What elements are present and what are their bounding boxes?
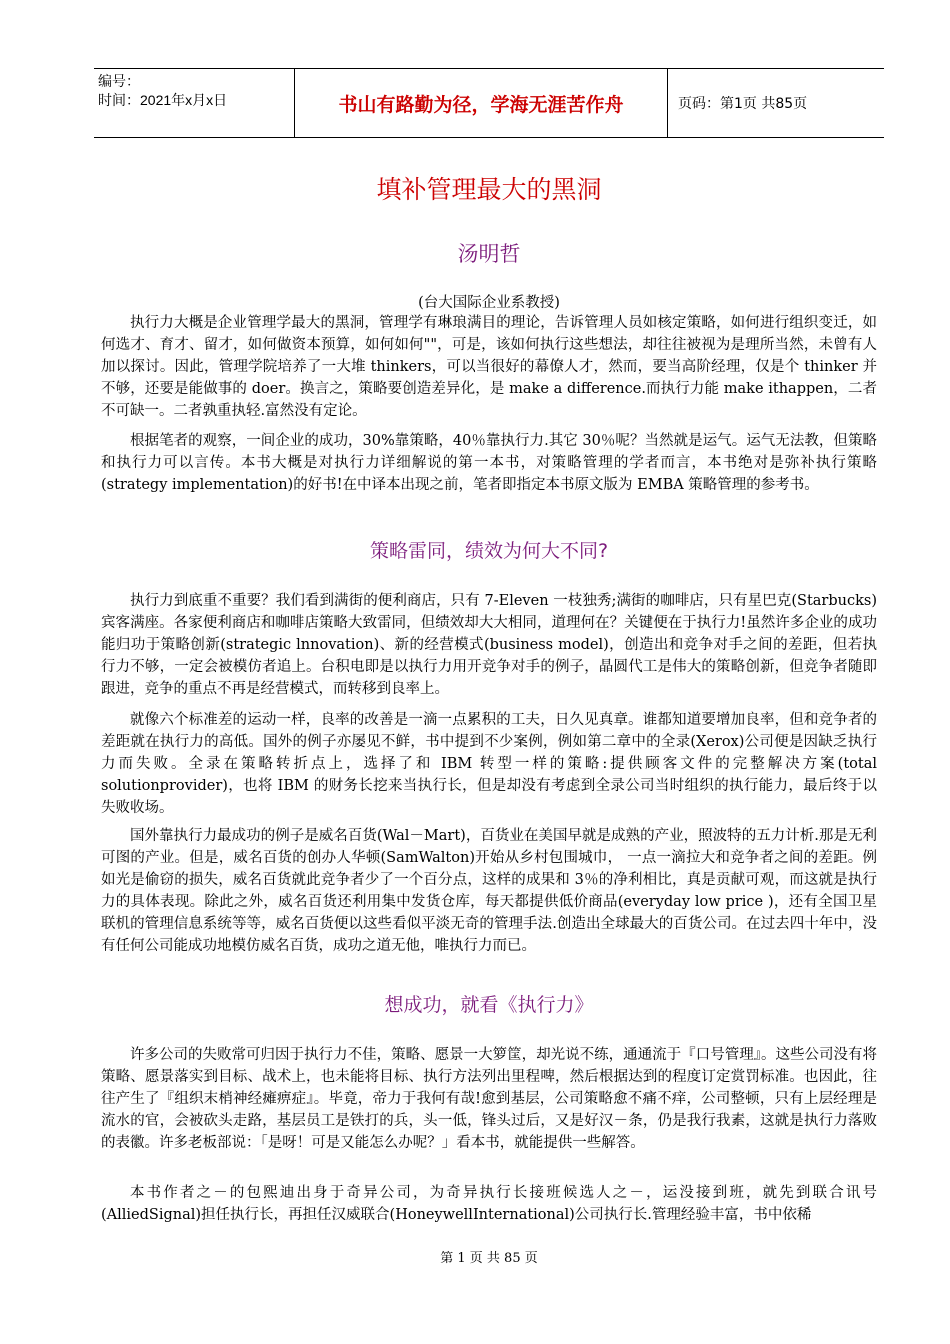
paragraph-7: 本书作者之－的包熙迪出身于奇异公司，为奇异执行长接班候选人之－，运没接到班，就先到联合讯号(AlliedSignal)担任执行长，再担任汉威联合(HoneywellInternational)公司执行长.管理经验丰富，书中依稀: [101, 1185, 877, 1223]
header-page-info: 页码：第1页 共85页: [678, 96, 808, 112]
document-title: 填补管理最大的黑洞: [376, 175, 602, 204]
paragraph-1: 执行力大概是企业管理学最大的黑洞，管理学有琳琅满目的理论，告诉管理人员如核定策略，如何进行组织变迁，如何选才、育才、留才，如何做资本预算，如何如何""，可是，该如何执行这些想法，却往往被视为是理所当然，未曾有人加以探讨。因此，管理学院培养了一大堆 thinkers，可以当很好的幕僚人才，然而，要当高阶经理，仅是个 thinker 并不够，还要是能做事的 doer。换言之，策略要创造差异化，是 make a difference.而执行力能 make ithappen，二者不可缺一。二者孰重执轻.富然没有定论。: [101, 315, 877, 419]
page-footer: 第 1 页 共 85 页: [440, 1251, 538, 1266]
paragraph-2: 根据笔者的观察，一间企业的成功，30%靠策略，40％靠执行力.其它 30％呢？当然就是运气。运气无法教，但策略和执行力可以言传。本书大概是对执行力详细解说的第一本书，对策略管理的学者而言，本书绝对是弥补执行策略(strategy implementation)的好书!在中译本出现之前，笔者即指定本书原文版为 EMBA 策略管理的参考书。: [101, 433, 877, 493]
header-meta: [94, 69, 294, 137]
paragraph-4: 就像六个标准差的运动一样，良率的改善是一滴一点累积的工夫，日久见真章。谁都知道要增加良率，但和竞争者的差距就在执行力的高低。国外的例子亦屡见不鲜，书中提到不少案例，例如第二章中的全录(Xerox)公司便是因缺乏执行力而失败。全录在策略转折点上，选择了和 IBM 转型一样的策略:提供顾客文件的完整解决方案(total solutionprovider)，也将 IBM 的财务长挖来当执行长，但是却没有考虑到全录公司当时组织的执行能力，最后终于以失败收场。: [101, 712, 877, 816]
author-affiliation: (台大国际企业系教授): [418, 295, 560, 311]
header-motto: 书山有路勤为径，学海无涯苦作舟: [294, 69, 668, 137]
number-label: 编号：: [98, 73, 140, 89]
paragraph-5: 国外靠执行力最成功的例子是威名百货(Wal－Mart)，百货业在美国早就是成熟的产业，照波特的五力计析.那是无利可图的产业。但是，威名百货的创办人华顿(SamWalton)开始从乡村包围城巾， 一点一滴拉大和竞争者之间的差距。例如光是偷窃的损失，威名百货就此竞争者少了一个百分点，这样的成果和 3％的净利相比，真是贡献可观，而这就是执行力的具体表现。除此之外，威名百货还利用集中发货仓库，每天都提供低价商品(everyday low price )，还有全国卫星联机的管理信息系统等等，威名百货便以这些看似平淡无奇的管理手法.创造出全球最大的百货公司。在过去四十年中，没有任何公司能成功地模仿威名百货，成功之道无他，唯执行力而已。: [101, 828, 877, 954]
paragraph-3: 执行力到底重不重要？我们看到满街的便利商店，只有 7-Eleven 一枝独秀;满街的咖啡店，只有星巴克(Starbucks)宾客满座。各家便利商店和咖啡店策略大致雷同，但绩效却大大相同，道理何在？关键便在于执行力!虽然许多企业的成功能归功于策略创新(strategic lnnovation)、新的经营模式(business model)，创造出和竞争对手之间的差距，但若执行力不够，一定会被模仿者追上。台积电即是以执行力用开竞争对手的例子，晶圆代工是伟大的策略创新，但竞争者随即跟进，竞争的重点不再是经营模式，而转移到良率上。: [101, 593, 877, 697]
time-label: 时间：2021年x月x日: [98, 92, 228, 108]
section-heading-1: 策略雷同，绩效为何大不同?: [369, 540, 609, 562]
header-table: [94, 68, 884, 138]
section-heading-2: 想成功，就看《执行力》: [384, 994, 594, 1016]
author-name: 汤明哲: [457, 242, 521, 266]
paragraph-6: 许多公司的失败常可归因于执行力不佳，策略、愿景一大箩筐，却光说不练，通通流于『口号管理』。这些公司没有将策略、愿景落实到目标、战术上，也未能将目标、执行方法列出里程啤，然后根据达到的程度订定赏罚标准。也因此，往往产生了『组织末梢神经瘫痹症』。毕竟，帝力于我何有哉!愈到基层，公司策略愈不痛不痒，公司整顿，只有上层经理是流水的官，会被砍头走路，基层员工是铁打的兵，头一低，锋头过后，又是好汉－条，仍是我行我素，这就是执行力落败的表徽。许多老板部说：「是呀！可是又能怎么办呢？」看本书，就能提供一些解答。: [101, 1047, 877, 1151]
